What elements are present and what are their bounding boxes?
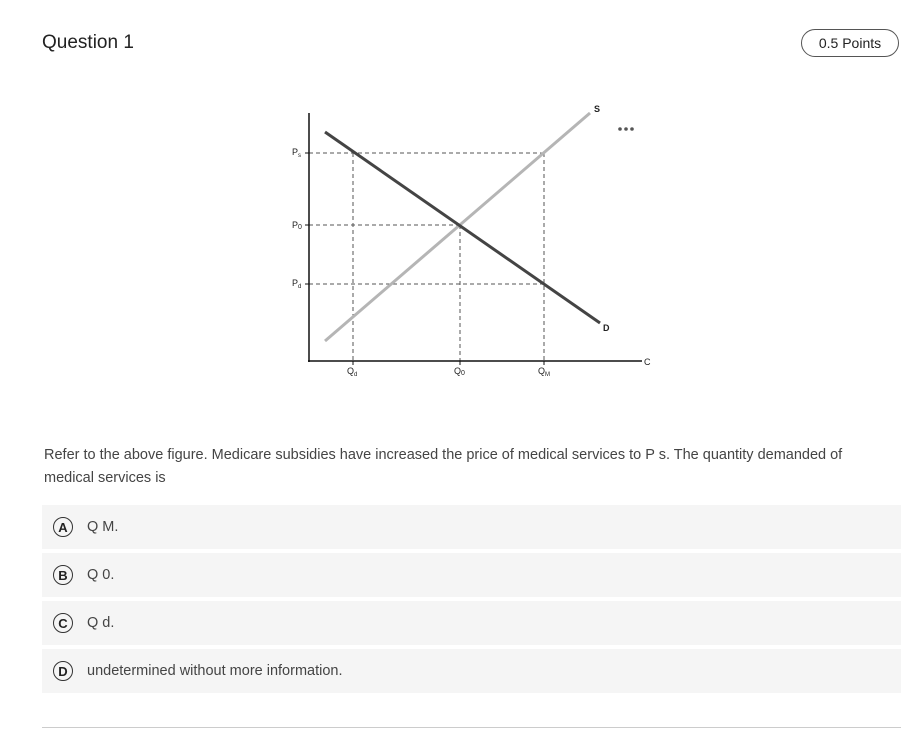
option-letter-badge: A <box>53 517 73 537</box>
option-letter-badge: C <box>53 613 73 633</box>
option-text: Q M. <box>87 519 119 535</box>
pd-label: $P_d$ <box>292 278 302 290</box>
supply-demand-graph <box>280 95 660 385</box>
supply-label: S <box>594 104 601 114</box>
option-d[interactable] <box>42 649 901 693</box>
option-c[interactable] <box>42 601 901 645</box>
p0-label: P0 <box>292 220 302 231</box>
qd-label: $Q_d$ <box>347 366 358 378</box>
more-horizontal-icon[interactable] <box>618 127 634 131</box>
option-text: Q 0. <box>87 567 115 583</box>
x-axis-end-label: C <box>644 357 651 367</box>
points-badge: 0.5 Points <box>801 29 899 57</box>
bottom-divider <box>42 727 901 728</box>
answer-options <box>42 505 901 697</box>
option-a[interactable] <box>42 505 901 549</box>
supply-curve <box>325 113 590 341</box>
option-text: undetermined without more information. <box>87 663 343 679</box>
demand-curve <box>325 132 600 323</box>
ps-label: $P_s$ <box>292 147 302 159</box>
question-title: Question 1 <box>42 32 134 53</box>
q0-label: Q0 <box>454 366 465 377</box>
question-prompt: Refer to the above figure. Medicare subsidies have increased the price of medical services to P s. The quantity demanded of medical services is <box>44 447 843 486</box>
demand-label: D <box>603 323 610 333</box>
qm-label: $Q_M$ <box>538 366 551 378</box>
option-letter-badge: D <box>53 661 73 681</box>
supply-demand-figure <box>280 95 660 385</box>
option-text: Q d. <box>87 615 115 631</box>
option-b[interactable] <box>42 553 901 597</box>
option-letter-badge: B <box>53 565 73 585</box>
